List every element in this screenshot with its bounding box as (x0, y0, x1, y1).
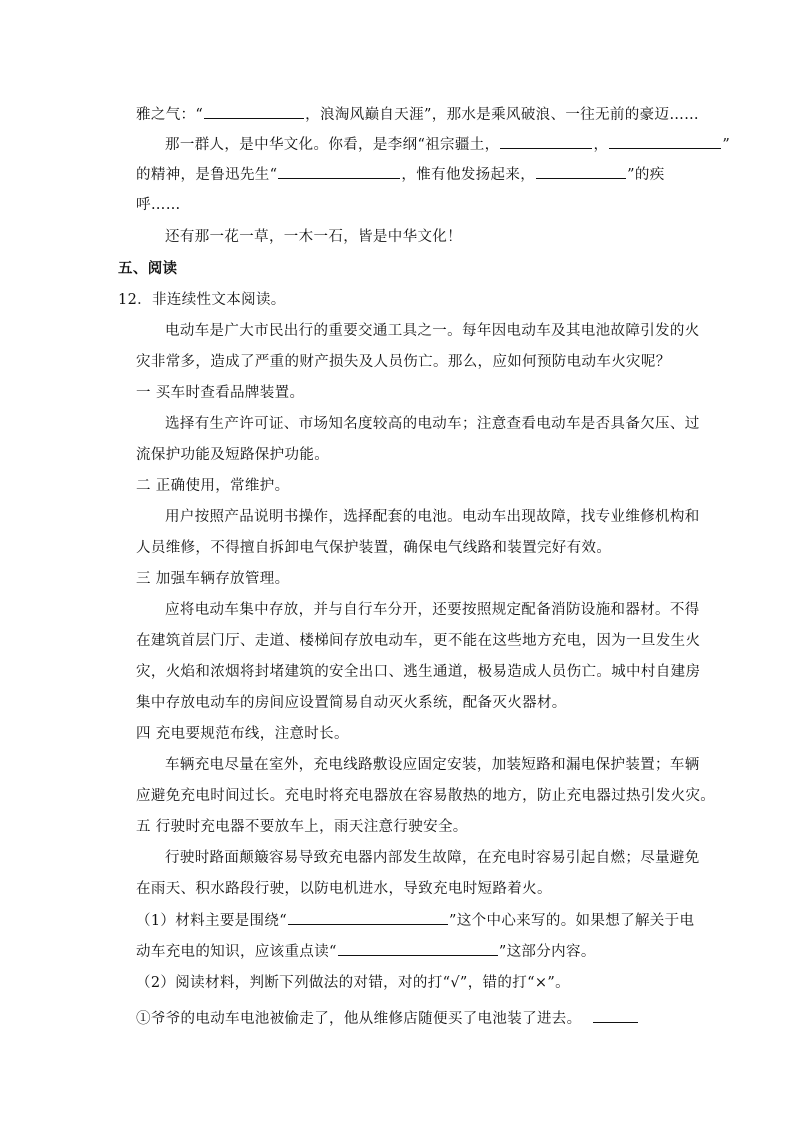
judgement-item-1 (0, 1004, 794, 1034)
para-4-line-1: 车辆充电尽量在室外，充电线路敷设应固定安装，加装短路和漏电保护装置；车辆 (165, 757, 700, 773)
poem-line-2 (0, 130, 794, 160)
answer-blank[interactable] (278, 162, 400, 179)
poem-line-4: 呼…… (136, 197, 181, 213)
para-3-line-4: 集中存放电动车的房间应设置简易自动灭火系统，配备灭火器材。 (136, 695, 567, 711)
para-1-line-2: 流保护功能及短路保护功能。 (136, 447, 330, 463)
sub-question-2: （2）阅读材料，判断下列做法的对错，对的打“√”，错的打“×”。 (136, 975, 570, 991)
para-5-line-2: 在雨天、积水路段行驶，以防电机进水，导致充电时短路着火。 (136, 881, 552, 897)
sub-question-1-line-2 (0, 937, 794, 967)
heading-1: 一 买车时查看品牌装置。 (136, 385, 305, 401)
answer-blank[interactable] (593, 1006, 638, 1023)
intro-line-2: 灾非常多，造成了严重的财产损失及人员伤亡。那么，应如何预防电动车火灾呢？ (136, 354, 671, 370)
para-3-line-1: 应将电动车集中存放，并与自行车分开，还要按照规定配备消防设施和器材。不得 (165, 602, 700, 618)
poem-line-2-text-b: ， (593, 137, 609, 153)
answer-blank[interactable] (338, 939, 498, 956)
intro-line-1: 电动车是广大市民出行的重要交通工具之一。每年因电动车及其电池故障引发的火 (165, 323, 700, 339)
para-1-line-1: 选择有生产许可证、市场知名度较高的电动车；注意查看电动车是否具备欠压、过 (165, 416, 700, 432)
sub-question-1-text-c: 动车充电的知识，应该重点读“ (136, 944, 337, 960)
sub-question-1-text-d: ”这部分内容。 (498, 944, 596, 960)
poem-line-3-text-c: ”的疾 (627, 167, 665, 183)
poem-line-2-text-a: 那一群人，是中华文化。你看，是李纲“祖宗疆土， (165, 137, 500, 153)
para-3-line-2: 在建筑首层门厅、走道、楼梯间存放电动车，更不能在这些地方充电，因为一旦发生火 (136, 633, 701, 649)
para-2-line-1: 用户按照产品说明书操作，选择配套的电池。电动车出现故障，找专业维修机构和 (165, 509, 700, 525)
heading-4: 四 充电要规范布线，注意时长。 (136, 726, 349, 742)
para-2-line-2: 人员维修，不得擅自拆卸电气保护装置，确保电气线路和装置完好有效。 (136, 540, 612, 556)
answer-blank[interactable] (500, 132, 592, 149)
sub-question-1-text-b: ”这个中心来写的。如果想了解关于电 (449, 913, 695, 929)
sub-question-1-line-1 (0, 906, 794, 936)
para-5-line-1: 行驶时路面颠簸容易导致充电器内部发生故障，在充电时容易引起自燃；尽量避免 (165, 850, 700, 866)
para-4-line-2: 应避免充电时间过长。充电时将充电器放在容易散热的地方，防止充电器过热引发火灾。 (136, 788, 716, 804)
section-title: 五、阅读 (118, 260, 178, 277)
para-3-line-3: 灾，火焰和浓烟将封堵建筑的安全出口、逃生通道，极易造成人员伤亡。城中村自建房 (136, 664, 701, 680)
answer-blank[interactable] (288, 908, 448, 925)
poem-line-1-text-b: ，浪淘风巅自天涯”，那水是乘风破浪、一往无前的豪迈…… (305, 107, 700, 123)
answer-blank[interactable] (204, 102, 304, 119)
heading-3: 三 加强车辆存放管理。 (136, 571, 290, 587)
poem-line-3-text-b: ，惟有他发扬起来， (401, 167, 536, 183)
poem-line-1 (0, 100, 794, 130)
poem-line-2-text-c: ” (722, 137, 731, 153)
heading-2: 二 正确使用，常维护。 (136, 478, 290, 494)
poem-line-3-text-a: 的精神，是鲁迅先生“ (136, 167, 278, 183)
poem-line-5: 还有那一花一草，一木一石，皆是中华文化！ (165, 229, 462, 245)
sub-question-1-text-a: （1）材料主要是围绕“ (136, 913, 287, 929)
answer-blank[interactable] (536, 162, 626, 179)
poem-line-1-text-a: 雅之气：“ (136, 107, 204, 123)
heading-5: 五 行驶时充电器不要放车上，雨天注意行驶安全。 (136, 819, 468, 835)
judgement-item-1-text: ①爷爷的电动车电池被偷走了，他从维修店随便买了电池装了进去。 (136, 1011, 582, 1027)
question-12-title: 12．非连续性文本阅读。 (118, 292, 286, 308)
poem-line-3 (0, 160, 794, 190)
answer-blank[interactable] (609, 132, 721, 149)
